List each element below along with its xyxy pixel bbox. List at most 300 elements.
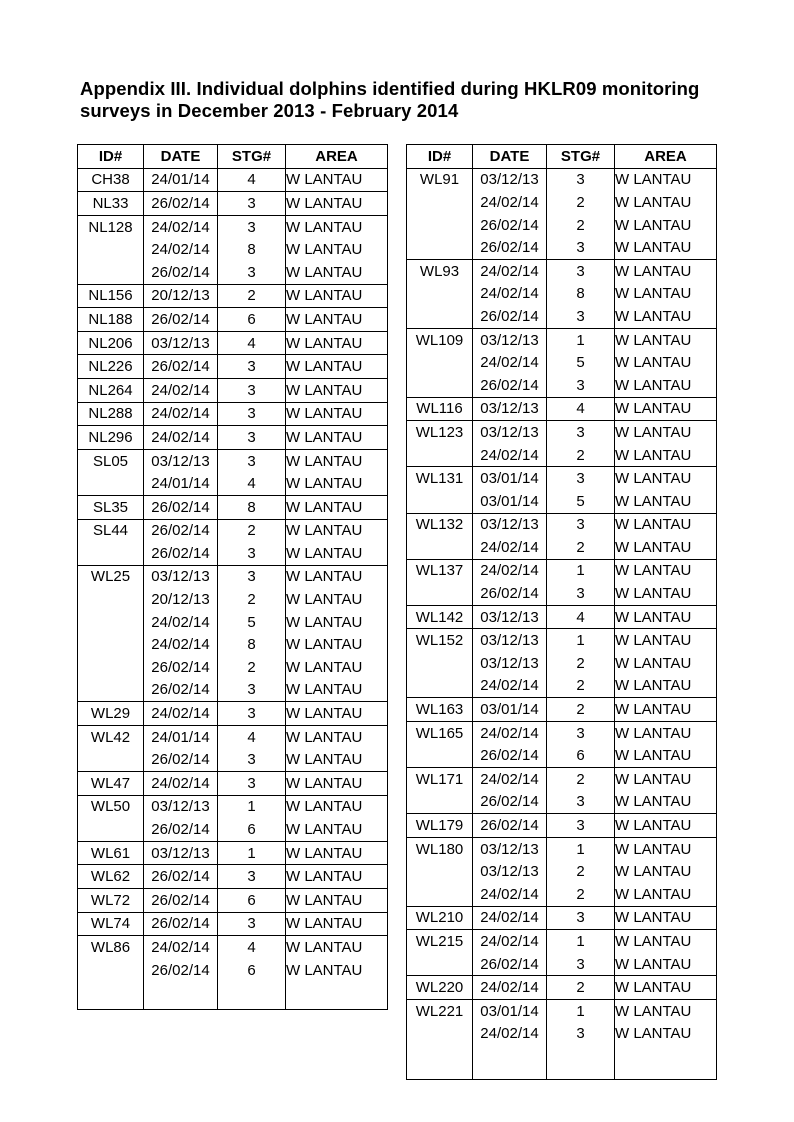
empty-cell bbox=[218, 981, 286, 1010]
dolphin-id-cell bbox=[407, 675, 473, 698]
dolphin-id-cell: NL33 bbox=[78, 192, 144, 216]
area-cell: W LANTAU bbox=[286, 472, 388, 495]
table-row bbox=[78, 679, 388, 702]
dolphin-id-cell: WL163 bbox=[407, 698, 473, 722]
area-cell: W LANTAU bbox=[615, 976, 717, 1000]
date-cell: 03/12/13 bbox=[473, 513, 547, 536]
stg-cell: 2 bbox=[547, 698, 615, 722]
table-row bbox=[407, 328, 717, 351]
dolphin-id-cell: WL86 bbox=[78, 936, 144, 959]
empty-cell bbox=[407, 1045, 473, 1080]
table-row bbox=[78, 912, 388, 936]
date-cell: 24/01/14 bbox=[144, 472, 218, 495]
stg-cell: 2 bbox=[547, 191, 615, 214]
table-row bbox=[407, 976, 717, 1000]
dolphin-id-cell: WL116 bbox=[407, 397, 473, 421]
area-cell: W LANTAU bbox=[286, 519, 388, 542]
stg-cell: 3 bbox=[218, 702, 286, 726]
date-cell: 03/01/14 bbox=[473, 467, 547, 490]
area-cell: W LANTAU bbox=[615, 1023, 717, 1046]
date-cell: 20/12/13 bbox=[144, 588, 218, 611]
date-cell: 24/02/14 bbox=[473, 351, 547, 374]
date-cell: 26/02/14 bbox=[144, 308, 218, 332]
stg-cell: 2 bbox=[547, 860, 615, 883]
dolphin-id-cell: WL123 bbox=[407, 421, 473, 444]
date-cell: 24/02/14 bbox=[144, 378, 218, 402]
date-cell: 03/01/14 bbox=[473, 999, 547, 1022]
date-cell: 03/12/13 bbox=[473, 328, 547, 351]
stg-cell: 3 bbox=[218, 748, 286, 771]
table-row bbox=[407, 283, 717, 306]
date-cell: 03/01/14 bbox=[473, 698, 547, 722]
stg-cell: 2 bbox=[547, 768, 615, 791]
dolphin-id-cell: NL128 bbox=[78, 215, 144, 238]
stg-cell: 1 bbox=[547, 837, 615, 860]
area-cell: W LANTAU bbox=[286, 633, 388, 656]
date-cell: 26/02/14 bbox=[144, 261, 218, 284]
stg-cell: 3 bbox=[218, 426, 286, 450]
area-cell: W LANTAU bbox=[615, 860, 717, 883]
date-cell: 03/12/13 bbox=[473, 605, 547, 629]
dolphin-id-cell: WL171 bbox=[407, 768, 473, 791]
stg-cell: 2 bbox=[547, 675, 615, 698]
area-cell: W LANTAU bbox=[286, 402, 388, 426]
dolphin-id-cell bbox=[78, 679, 144, 702]
dolphin-id-cell bbox=[78, 588, 144, 611]
stg-cell: 5 bbox=[547, 351, 615, 374]
date-cell: 24/02/14 bbox=[144, 402, 218, 426]
table-row bbox=[407, 259, 717, 282]
dolphin-id-cell bbox=[78, 633, 144, 656]
stg-cell: 3 bbox=[547, 953, 615, 976]
table-row bbox=[78, 519, 388, 542]
table-row bbox=[407, 513, 717, 536]
stg-cell: 6 bbox=[218, 889, 286, 913]
stg-cell: 6 bbox=[547, 744, 615, 767]
date-cell: 24/02/14 bbox=[473, 721, 547, 744]
header-row bbox=[407, 145, 717, 169]
table-row bbox=[407, 214, 717, 237]
table-row bbox=[78, 495, 388, 519]
empty-cell bbox=[144, 981, 218, 1010]
date-cell: 24/02/14 bbox=[473, 191, 547, 214]
table-row bbox=[78, 355, 388, 379]
stg-cell: 2 bbox=[547, 976, 615, 1000]
area-cell: W LANTAU bbox=[615, 421, 717, 444]
stg-cell: 3 bbox=[547, 814, 615, 838]
date-cell: 03/12/13 bbox=[144, 841, 218, 865]
table-row bbox=[78, 841, 388, 865]
date-cell: 26/02/14 bbox=[473, 305, 547, 328]
date-cell: 24/02/14 bbox=[473, 675, 547, 698]
table-row bbox=[407, 629, 717, 652]
table-row bbox=[407, 467, 717, 490]
stg-cell: 6 bbox=[218, 308, 286, 332]
table-row bbox=[78, 959, 388, 982]
date-cell: 26/02/14 bbox=[144, 679, 218, 702]
area-cell: W LANTAU bbox=[286, 772, 388, 796]
area-cell: W LANTAU bbox=[286, 495, 388, 519]
dolphin-id-cell: WL210 bbox=[407, 906, 473, 930]
table-row bbox=[78, 402, 388, 426]
stg-cell: 8 bbox=[547, 283, 615, 306]
table-row bbox=[78, 936, 388, 959]
table-row bbox=[78, 772, 388, 796]
date-cell: 03/12/13 bbox=[144, 795, 218, 818]
stg-cell: 1 bbox=[547, 999, 615, 1022]
dolphin-id-cell: WL137 bbox=[407, 559, 473, 582]
dolphin-id-cell: WL50 bbox=[78, 795, 144, 818]
area-cell: W LANTAU bbox=[615, 953, 717, 976]
empty-cell bbox=[547, 1045, 615, 1080]
filler-row bbox=[78, 981, 388, 1010]
area-cell: W LANTAU bbox=[286, 795, 388, 818]
page-title bbox=[80, 78, 760, 122]
table-row bbox=[407, 675, 717, 698]
date-cell: 26/02/14 bbox=[144, 192, 218, 216]
stg-cell: 3 bbox=[547, 791, 615, 814]
table-row bbox=[407, 999, 717, 1022]
table-row bbox=[407, 582, 717, 605]
area-cell: W LANTAU bbox=[615, 305, 717, 328]
date-cell: 26/02/14 bbox=[144, 748, 218, 771]
date-cell: 24/02/14 bbox=[473, 444, 547, 467]
dolphin-id-cell bbox=[78, 611, 144, 634]
table-row bbox=[407, 191, 717, 214]
table-row bbox=[78, 633, 388, 656]
dolphin-id-cell bbox=[407, 860, 473, 883]
table-row bbox=[78, 725, 388, 748]
date-cell: 26/02/14 bbox=[144, 889, 218, 913]
area-cell: W LANTAU bbox=[286, 611, 388, 634]
date-cell: 24/02/14 bbox=[473, 883, 547, 906]
dolphin-id-cell bbox=[407, 236, 473, 259]
dolphin-id-cell: NL264 bbox=[78, 378, 144, 402]
empty-cell bbox=[615, 1045, 717, 1080]
table-row bbox=[78, 702, 388, 726]
table-row bbox=[407, 421, 717, 444]
dolphin-id-cell: WL91 bbox=[407, 168, 473, 191]
table-row bbox=[78, 215, 388, 238]
date-cell: 24/02/14 bbox=[473, 768, 547, 791]
area-cell: W LANTAU bbox=[286, 449, 388, 472]
date-cell: 24/02/14 bbox=[473, 906, 547, 930]
table-row bbox=[78, 565, 388, 588]
stg-cell: 5 bbox=[218, 611, 286, 634]
area-cell: W LANTAU bbox=[615, 214, 717, 237]
stg-cell: 5 bbox=[547, 490, 615, 513]
dolphin-id-cell bbox=[78, 818, 144, 841]
date-cell: 24/02/14 bbox=[473, 976, 547, 1000]
dolphin-id-cell: NL188 bbox=[78, 308, 144, 332]
header-date: DATE bbox=[473, 145, 547, 169]
dolphin-id-cell: NL156 bbox=[78, 284, 144, 308]
table-row bbox=[407, 698, 717, 722]
stg-cell: 4 bbox=[218, 331, 286, 355]
stg-cell: 2 bbox=[547, 214, 615, 237]
date-cell: 24/02/14 bbox=[144, 702, 218, 726]
dolphin-id-cell bbox=[78, 542, 144, 565]
filler-row bbox=[407, 1045, 717, 1080]
date-cell: 26/02/14 bbox=[473, 582, 547, 605]
stg-cell: 3 bbox=[547, 906, 615, 930]
area-cell: W LANTAU bbox=[286, 748, 388, 771]
stg-cell: 2 bbox=[547, 444, 615, 467]
table-row bbox=[407, 768, 717, 791]
area-cell: W LANTAU bbox=[286, 889, 388, 913]
stg-cell: 3 bbox=[547, 168, 615, 191]
area-cell: W LANTAU bbox=[615, 605, 717, 629]
date-cell: 26/02/14 bbox=[144, 959, 218, 982]
date-cell: 26/02/14 bbox=[473, 953, 547, 976]
area-cell: W LANTAU bbox=[615, 283, 717, 306]
dolphin-id-cell: WL109 bbox=[407, 328, 473, 351]
area-cell: W LANTAU bbox=[286, 565, 388, 588]
area-cell: W LANTAU bbox=[286, 818, 388, 841]
table-row bbox=[407, 1023, 717, 1046]
stg-cell: 3 bbox=[547, 421, 615, 444]
area-cell: W LANTAU bbox=[286, 679, 388, 702]
header-area: AREA bbox=[615, 145, 717, 169]
table-row bbox=[78, 378, 388, 402]
area-cell: W LANTAU bbox=[615, 467, 717, 490]
area-cell: W LANTAU bbox=[286, 192, 388, 216]
dolphin-id-cell: WL152 bbox=[407, 629, 473, 652]
table-row bbox=[407, 374, 717, 397]
dolphin-id-cell: NL226 bbox=[78, 355, 144, 379]
dolphin-id-cell: WL47 bbox=[78, 772, 144, 796]
date-cell: 26/02/14 bbox=[144, 355, 218, 379]
date-cell: 03/12/13 bbox=[473, 421, 547, 444]
dolphin-id-cell: NL296 bbox=[78, 426, 144, 450]
stg-cell: 3 bbox=[218, 865, 286, 889]
area-cell: W LANTAU bbox=[286, 912, 388, 936]
area-cell: W LANTAU bbox=[615, 744, 717, 767]
area-cell: W LANTAU bbox=[615, 652, 717, 675]
stg-cell: 1 bbox=[547, 328, 615, 351]
stg-cell: 4 bbox=[218, 168, 286, 192]
area-cell: W LANTAU bbox=[615, 814, 717, 838]
dolphin-id-cell bbox=[78, 656, 144, 679]
area-cell: W LANTAU bbox=[615, 259, 717, 282]
table-row bbox=[407, 605, 717, 629]
stg-cell: 3 bbox=[218, 542, 286, 565]
table-row bbox=[407, 883, 717, 906]
title-line-2: surveys in December 2013 - February 2014 bbox=[80, 100, 459, 121]
stg-cell: 2 bbox=[218, 656, 286, 679]
stg-cell: 2 bbox=[547, 536, 615, 559]
table-row bbox=[407, 814, 717, 838]
stg-cell: 1 bbox=[547, 559, 615, 582]
date-cell: 03/12/13 bbox=[473, 397, 547, 421]
table-row bbox=[78, 238, 388, 261]
table-row bbox=[78, 308, 388, 332]
dolphin-table-right bbox=[406, 144, 717, 1080]
table-row bbox=[78, 284, 388, 308]
area-cell: W LANTAU bbox=[615, 191, 717, 214]
table-row bbox=[407, 906, 717, 930]
stg-cell: 3 bbox=[547, 236, 615, 259]
date-cell: 03/12/13 bbox=[473, 629, 547, 652]
table-row bbox=[78, 611, 388, 634]
table-row bbox=[78, 588, 388, 611]
stg-cell: 6 bbox=[218, 818, 286, 841]
table-row bbox=[407, 791, 717, 814]
stg-cell: 4 bbox=[218, 936, 286, 959]
date-cell: 03/12/13 bbox=[473, 837, 547, 860]
dolphin-id-cell bbox=[407, 214, 473, 237]
dolphin-id-cell: WL93 bbox=[407, 259, 473, 282]
area-cell: W LANTAU bbox=[615, 559, 717, 582]
stg-cell: 3 bbox=[547, 582, 615, 605]
dolphin-id-cell: SL44 bbox=[78, 519, 144, 542]
dolphin-id-cell bbox=[407, 444, 473, 467]
dolphin-id-cell bbox=[407, 953, 473, 976]
stg-cell: 2 bbox=[218, 519, 286, 542]
dolphin-id-cell bbox=[407, 283, 473, 306]
stg-cell: 3 bbox=[218, 565, 286, 588]
area-cell: W LANTAU bbox=[615, 791, 717, 814]
dolphin-id-cell bbox=[407, 536, 473, 559]
table-row bbox=[407, 559, 717, 582]
area-cell: W LANTAU bbox=[615, 883, 717, 906]
dolphin-id-cell bbox=[407, 191, 473, 214]
header-stg: STG# bbox=[547, 145, 615, 169]
dolphin-id-cell: WL29 bbox=[78, 702, 144, 726]
table-row bbox=[78, 192, 388, 216]
table-row bbox=[407, 721, 717, 744]
stg-cell: 3 bbox=[547, 305, 615, 328]
area-cell: W LANTAU bbox=[286, 702, 388, 726]
dolphin-id-cell: NL206 bbox=[78, 331, 144, 355]
area-cell: W LANTAU bbox=[286, 936, 388, 959]
area-cell: W LANTAU bbox=[615, 374, 717, 397]
area-cell: W LANTAU bbox=[286, 588, 388, 611]
stg-cell: 3 bbox=[218, 679, 286, 702]
stg-cell: 1 bbox=[547, 930, 615, 953]
area-cell: W LANTAU bbox=[286, 215, 388, 238]
stg-cell: 2 bbox=[218, 284, 286, 308]
table-row bbox=[407, 397, 717, 421]
table-row bbox=[78, 656, 388, 679]
date-cell: 24/02/14 bbox=[473, 283, 547, 306]
dolphin-id-cell bbox=[78, 472, 144, 495]
stg-cell: 3 bbox=[547, 467, 615, 490]
dolphin-id-cell bbox=[407, 305, 473, 328]
table-row bbox=[407, 490, 717, 513]
stg-cell: 1 bbox=[547, 629, 615, 652]
dolphin-id-cell: WL221 bbox=[407, 999, 473, 1022]
table-row bbox=[407, 860, 717, 883]
empty-cell bbox=[78, 981, 144, 1010]
date-cell: 24/02/14 bbox=[144, 633, 218, 656]
date-cell: 24/02/14 bbox=[144, 772, 218, 796]
stg-cell: 3 bbox=[218, 261, 286, 284]
dolphin-id-cell: WL42 bbox=[78, 725, 144, 748]
area-cell: W LANTAU bbox=[286, 865, 388, 889]
dolphin-id-cell: CH38 bbox=[78, 168, 144, 192]
dolphin-id-cell: WL220 bbox=[407, 976, 473, 1000]
stg-cell: 3 bbox=[218, 402, 286, 426]
table-row bbox=[78, 795, 388, 818]
area-cell: W LANTAU bbox=[286, 426, 388, 450]
dolphin-id-cell: WL142 bbox=[407, 605, 473, 629]
dolphin-id-cell: WL25 bbox=[78, 565, 144, 588]
table-row bbox=[407, 953, 717, 976]
date-cell: 24/02/14 bbox=[473, 259, 547, 282]
header-date: DATE bbox=[144, 145, 218, 169]
date-cell: 24/02/14 bbox=[144, 426, 218, 450]
dolphin-id-cell bbox=[407, 791, 473, 814]
stg-cell: 1 bbox=[218, 841, 286, 865]
stg-cell: 3 bbox=[547, 513, 615, 536]
date-cell: 24/02/14 bbox=[144, 611, 218, 634]
stg-cell: 2 bbox=[547, 652, 615, 675]
stg-cell: 4 bbox=[218, 725, 286, 748]
stg-cell: 3 bbox=[218, 449, 286, 472]
table-row bbox=[407, 536, 717, 559]
date-cell: 03/12/13 bbox=[473, 860, 547, 883]
dolphin-id-cell: SL05 bbox=[78, 449, 144, 472]
stg-cell: 3 bbox=[547, 1023, 615, 1046]
table-row bbox=[407, 652, 717, 675]
dolphin-id-cell bbox=[78, 261, 144, 284]
area-cell: W LANTAU bbox=[615, 328, 717, 351]
table-row bbox=[78, 449, 388, 472]
date-cell: 24/02/14 bbox=[473, 559, 547, 582]
stg-cell: 3 bbox=[547, 721, 615, 744]
dolphin-id-cell bbox=[407, 490, 473, 513]
stg-cell: 4 bbox=[547, 605, 615, 629]
dolphin-id-cell bbox=[407, 744, 473, 767]
dolphin-id-cell bbox=[407, 883, 473, 906]
table-row bbox=[78, 818, 388, 841]
area-cell: W LANTAU bbox=[615, 168, 717, 191]
stg-cell: 8 bbox=[218, 633, 286, 656]
area-cell: W LANTAU bbox=[615, 513, 717, 536]
area-cell: W LANTAU bbox=[615, 351, 717, 374]
table-row bbox=[78, 331, 388, 355]
date-cell: 26/02/14 bbox=[144, 912, 218, 936]
date-cell: 24/01/14 bbox=[144, 725, 218, 748]
area-cell: W LANTAU bbox=[286, 542, 388, 565]
date-cell: 24/02/14 bbox=[144, 936, 218, 959]
date-cell: 24/02/14 bbox=[144, 215, 218, 238]
dolphin-id-cell: WL131 bbox=[407, 467, 473, 490]
table-row bbox=[78, 472, 388, 495]
dolphin-id-cell bbox=[78, 238, 144, 261]
stg-cell: 3 bbox=[218, 215, 286, 238]
area-cell: W LANTAU bbox=[615, 768, 717, 791]
date-cell: 03/12/13 bbox=[144, 449, 218, 472]
table-row bbox=[78, 168, 388, 192]
area-cell: W LANTAU bbox=[286, 378, 388, 402]
stg-cell: 6 bbox=[218, 959, 286, 982]
table-row bbox=[407, 444, 717, 467]
area-cell: W LANTAU bbox=[286, 168, 388, 192]
stg-cell: 8 bbox=[218, 238, 286, 261]
stg-cell: 4 bbox=[547, 397, 615, 421]
date-cell: 26/02/14 bbox=[473, 214, 547, 237]
area-cell: W LANTAU bbox=[286, 959, 388, 982]
table-row bbox=[407, 351, 717, 374]
area-cell: W LANTAU bbox=[615, 582, 717, 605]
stg-cell: 3 bbox=[218, 912, 286, 936]
title-line-1: Appendix III. Individual dolphins identified during HKLR09 monitoring bbox=[80, 78, 700, 99]
date-cell: 24/02/14 bbox=[473, 536, 547, 559]
table-row bbox=[78, 865, 388, 889]
date-cell: 26/02/14 bbox=[144, 542, 218, 565]
